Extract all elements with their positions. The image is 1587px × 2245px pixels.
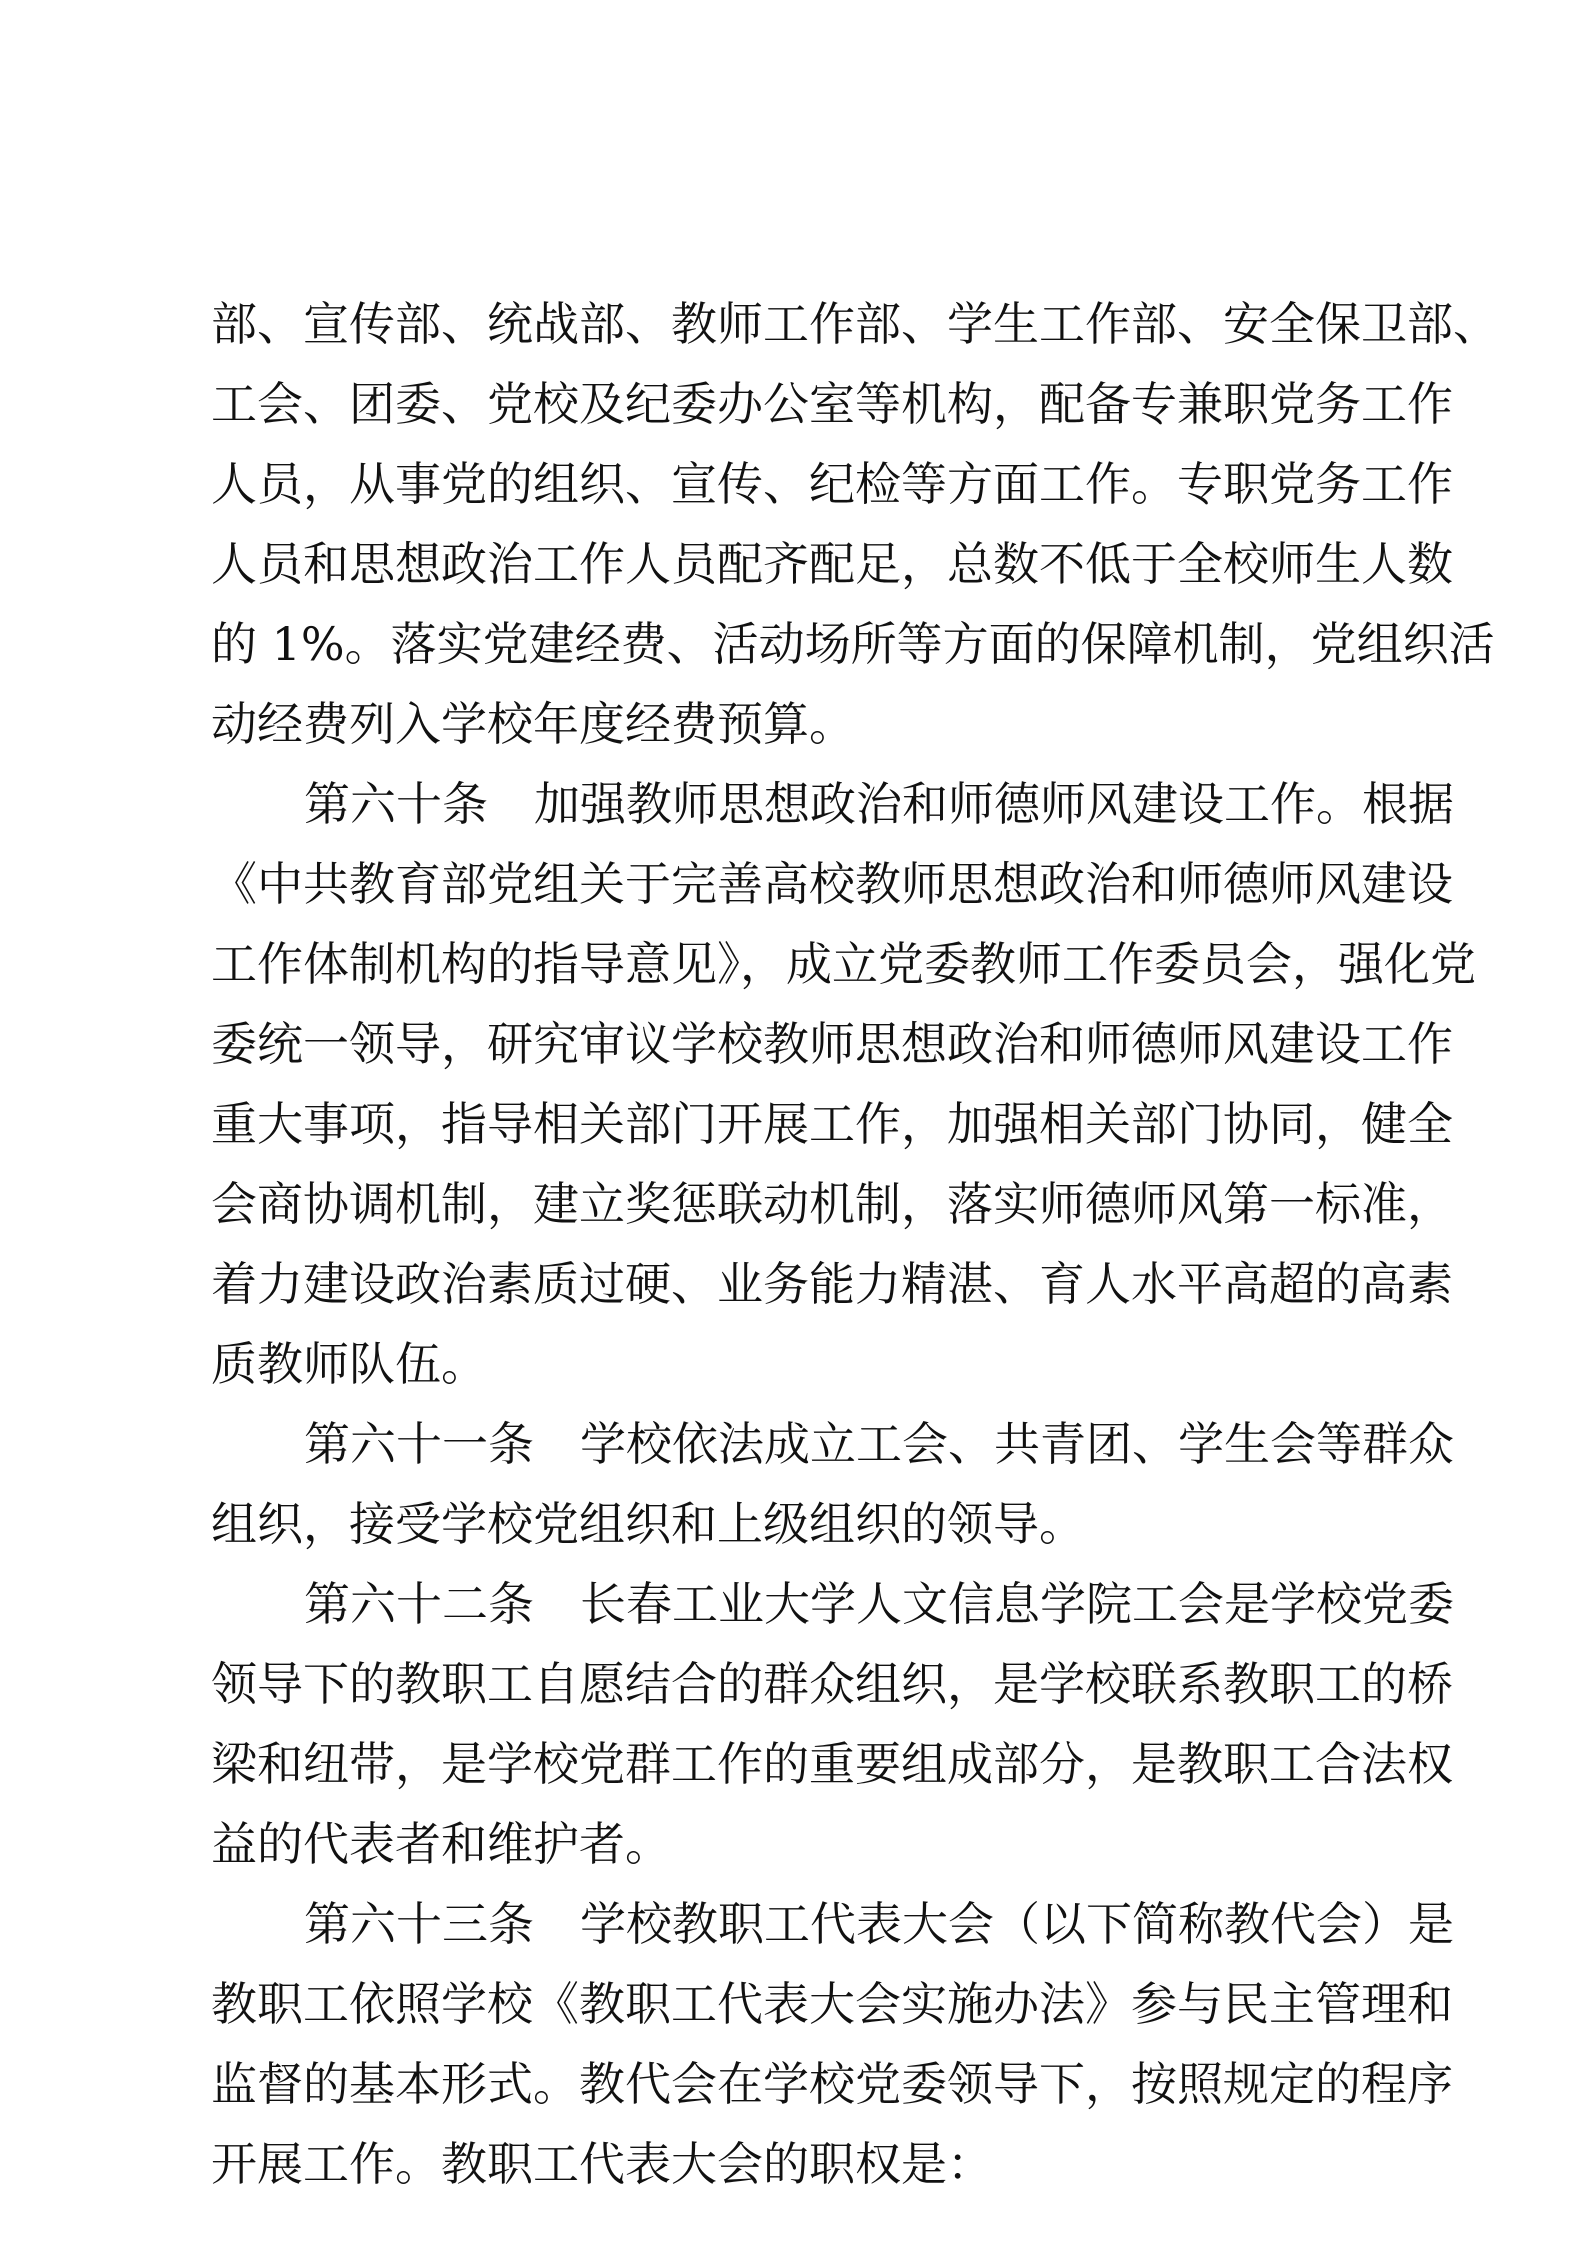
text-line: 重大事项，指导相关部门开展工作，加强相关部门协同，健全 bbox=[211, 1097, 1453, 1151]
text-line: 教职工依照学校《教职工代表大会实施办法》参与民主管理和 bbox=[211, 1977, 1453, 2031]
text-line: 益的代表者和维护者。 bbox=[211, 1817, 671, 1871]
text-line: 部、宣传部、统战部、教师工作部、学生工作部、安全保卫部、 bbox=[211, 297, 1499, 351]
text-line: 组织，接受学校党组织和上级组织的领导。 bbox=[211, 1497, 1085, 1551]
text-line: 梁和纽带，是学校党群工作的重要组成部分，是教职工合法权 bbox=[211, 1737, 1453, 1791]
text-line: 领导下的教职工自愿结合的群众组织，是学校联系教职工的桥 bbox=[211, 1657, 1453, 1711]
text-line: 监督的基本形式。教代会在学校党委领导下，按照规定的程序 bbox=[211, 2057, 1453, 2111]
article-60-heading-line: 第六十条 加强教师思想政治和师德师风建设工作。根据 bbox=[304, 777, 1454, 831]
text-line: 开展工作。教职工代表大会的职权是： bbox=[211, 2137, 993, 2191]
text-line: 工会、团委、党校及纪委办公室等机构，配备专兼职党务工作 bbox=[211, 377, 1453, 431]
text-line: 质教师队伍。 bbox=[211, 1337, 487, 1391]
text-line: 着力建设政治素质过硬、业务能力精湛、育人水平高超的高素 bbox=[211, 1257, 1453, 1311]
text-line: 人员，从事党的组织、宣传、纪检等方面工作。专职党务工作 bbox=[211, 457, 1453, 511]
article-61-heading-line: 第六十一条 学校依法成立工会、共青团、学生会等群众 bbox=[304, 1417, 1454, 1471]
text-line: 《中共教育部党组关于完善高校教师思想政治和师德师风建设 bbox=[211, 857, 1453, 911]
text-line: 委统一领导，研究审议学校教师思想政治和师德师风建设工作 bbox=[211, 1017, 1453, 1071]
article-63-heading-line: 第六十三条 学校教职工代表大会（以下简称教代会）是 bbox=[304, 1897, 1454, 1951]
article-62-heading-line: 第六十二条 长春工业大学人文信息学院工会是学校党委 bbox=[304, 1577, 1454, 1631]
text-line: 会商协调机制，建立奖惩联动机制，落实师德师风第一标准， bbox=[211, 1177, 1453, 1231]
text-line: 动经费列入学校年度经费预算。 bbox=[211, 697, 855, 751]
text-line: 的 1%。落实党建经费、活动场所等方面的保障机制，党组织活 bbox=[211, 617, 1495, 671]
text-line: 工作体制机构的指导意见》，成立党委教师工作委员会，强化党 bbox=[211, 937, 1476, 991]
text-line: 人员和思想政治工作人员配齐配足，总数不低于全校师生人数 bbox=[211, 537, 1453, 591]
